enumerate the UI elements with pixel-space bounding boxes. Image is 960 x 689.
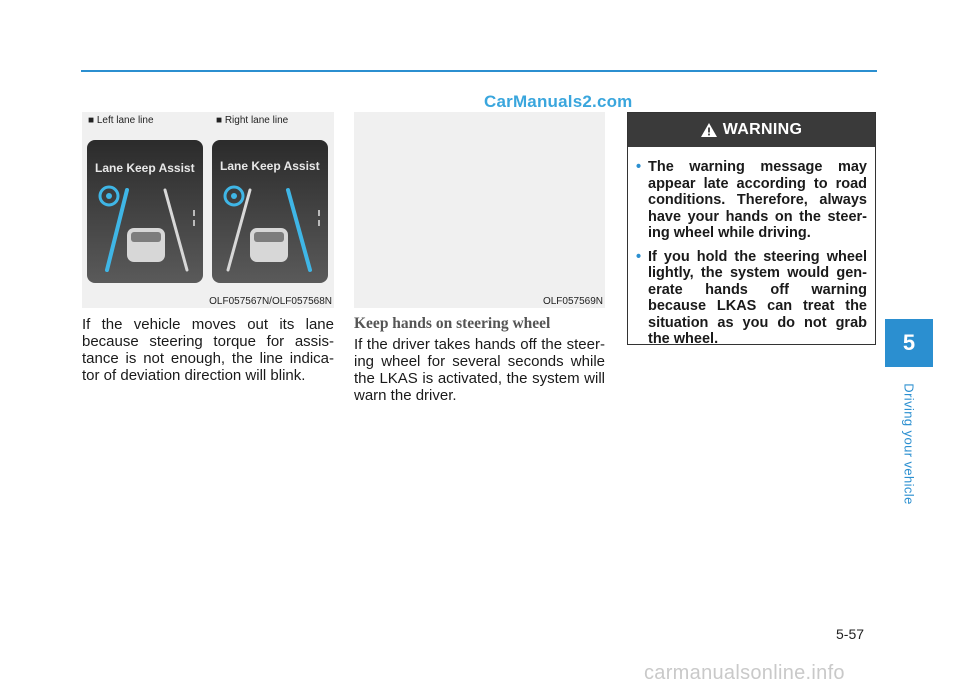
caption-left-lane: ■ Left lane line — [88, 115, 154, 126]
chapter-tab: 5 — [885, 319, 933, 367]
hands-off-paragraph: If the driver takes hands off the steer-ing wheel for several seconds while the LKAS is activated, the system will warn the driver. — [354, 336, 605, 404]
watermark-top: CarManuals2.com — [484, 92, 633, 111]
lane-blink-paragraph: If the vehicle moves out its lane because steering torque for assis-tance is not enough, the line indica-tor of deviation direction will blink. — [82, 316, 334, 384]
bullet-icon: • — [636, 248, 642, 265]
section-heading: Keep hands on steering wheel — [354, 315, 551, 332]
cluster-panel-right — [212, 140, 328, 283]
lane-deviation-figure — [82, 112, 334, 308]
warning-item: • The warning message may appear late according to road conditions. Therefore, always have your hands on the steer-ing wheel while driving. — [636, 159, 867, 241]
warning-list — [628, 147, 875, 348]
caption-right-lane: ■ Right lane line — [216, 115, 289, 126]
warning-item: • If you hold the steering wheel lightly, the system would gen-erate hands off warning because LKAS can treat the situation as you do not grab the wheel. — [636, 248, 867, 347]
cluster-panel-left — [87, 140, 203, 283]
watermark-bottom: carmanualsonline.info — [644, 662, 845, 684]
figure1-code: OLF057567N/OLF057568N — [209, 296, 332, 307]
panel-title-left: Lane Keep Assist — [95, 161, 195, 175]
warning-box — [627, 112, 876, 345]
bullet-icon: • — [636, 159, 642, 175]
figure2-code: OLF057569N — [542, 296, 603, 307]
header-rule — [81, 70, 877, 72]
warning-triangle-icon — [701, 123, 717, 137]
chapter-label: Driving your vehicle — [901, 383, 917, 505]
warning-title: WARNING — [722, 121, 803, 138]
warning-header — [628, 113, 875, 147]
panel-title-right: Lane Keep Assist — [220, 159, 320, 173]
page-number: 5-57 — [836, 626, 865, 642]
hands-off-figure — [354, 112, 605, 308]
